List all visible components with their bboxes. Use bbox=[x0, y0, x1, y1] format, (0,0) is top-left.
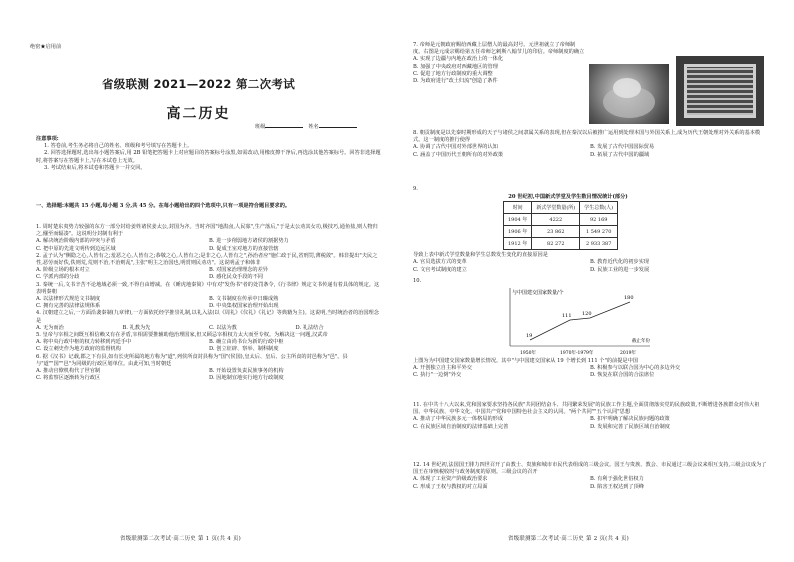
option-a[interactable]: A. 实现了边疆与内地在政治上的一体化 bbox=[413, 56, 504, 63]
option-d[interactable]: D. 民族工业的进一步发展 bbox=[590, 266, 650, 273]
option-d[interactable]: D. 创立征辟、察举、制科制度 bbox=[209, 346, 279, 353]
option-a[interactable]: A. 解决统治阶级内部的冲突与矛盾 bbox=[36, 238, 116, 245]
school-stats-table bbox=[503, 201, 618, 250]
name-blank[interactable] bbox=[319, 127, 357, 128]
option-b[interactable]: B. 确立由尚书台为新的行政中枢 bbox=[209, 339, 284, 346]
option-b[interactable]: B. 加强了中央政府对西藏地区的管理 bbox=[413, 63, 498, 70]
question-5 bbox=[36, 332, 382, 354]
exam-title: 省级联测 2021—2022 第二次考试 bbox=[101, 77, 296, 91]
option-a[interactable]: A. 协调了古代中国对外部世界的认知 bbox=[413, 144, 498, 151]
option-a[interactable]: A. 推动官僚机构代了世官制 bbox=[36, 368, 101, 375]
table-cell: 1906 年 bbox=[504, 226, 532, 238]
option-d[interactable]: D. 中央集权国家治理开始出现 bbox=[209, 303, 279, 310]
question-11 bbox=[413, 402, 767, 431]
option-b[interactable]: B. 教育近代化的初步实现 bbox=[590, 259, 649, 266]
data-label: 111 bbox=[562, 313, 572, 319]
note-item: 2. 回答选择题时,选出每小题答案后,用 2B 铅笔把答题卡上对应题目的答案标号涂黑,如需改动,用橡皮擦干净后,再选涂其他答案标号。回答非选择题时,将答案写在答题卡上,写在本试卷上无效。 bbox=[36, 150, 381, 164]
table-cell: 1912 年 bbox=[504, 238, 532, 250]
tick-label: 1950年 bbox=[520, 351, 536, 356]
tick-label: 2019年 bbox=[620, 351, 636, 356]
option-c[interactable]: C. 促进了地方行政制度的重大调整 bbox=[413, 70, 493, 77]
left-questions bbox=[36, 224, 382, 382]
question-stem: 1. 周时楚东夷势力较强的东方一部分封给姜姓诸侯姜太公,封国为齐。当时齐国"地潟卤,人民寡",生产落后,"于是太公劝其女功,极技巧,通鱼盐,则人物归之,繦至而辐凑"。这说明分封制有利于 bbox=[36, 224, 378, 238]
page-footer-right: 省级联测第二次考试·高二历史 第 2 页(共 4 页) bbox=[508, 536, 630, 542]
question-2 bbox=[36, 253, 382, 282]
option-a[interactable]: A. 以法律形式规范文书制度 bbox=[36, 296, 101, 303]
option-d[interactable]: D. 为政府进行"改土归流"创造了条件 bbox=[413, 78, 498, 85]
countries-chart bbox=[490, 284, 660, 356]
seal-photo-image bbox=[589, 64, 669, 124]
question-number: 10. bbox=[413, 278, 422, 284]
question-9 bbox=[413, 175, 767, 274]
option-d[interactable]: D. 发展和完善了民族区域自治制度 bbox=[590, 423, 670, 430]
option-a[interactable]: A. 官员选拔方式的变革 bbox=[413, 259, 467, 266]
option-d[interactable]: D. 促成王室对地方的直接管辖 bbox=[209, 245, 279, 252]
seal-print-image bbox=[676, 56, 764, 126]
question-number: 9. bbox=[413, 186, 418, 192]
option-a[interactable]: A. 推动了中华民族多元一体格局的形成 bbox=[413, 416, 504, 423]
option-a[interactable]: A. 将中央行政中枢的权力转移到内廷手中 bbox=[36, 339, 132, 346]
option-b[interactable]: B. 礼教为先 bbox=[122, 324, 151, 331]
option-b[interactable]: B. 扣牢明确了解决民族问题的政策 bbox=[590, 416, 670, 423]
name-label: 姓名 bbox=[308, 124, 319, 130]
question-10 bbox=[413, 358, 767, 380]
option-c[interactable]: C. 形成了王权与教权的对立局面 bbox=[413, 483, 488, 490]
option-c[interactable]: C. 以法为教 bbox=[209, 324, 237, 331]
confidential-mark: 绝密★启用前 bbox=[30, 44, 62, 50]
table-header: 新式学堂数量(所) bbox=[532, 202, 580, 214]
option-d[interactable]: D. 因地制宜地实行地方行政制度 bbox=[209, 375, 284, 382]
option-b[interactable]: B. 文书制度在传承中日臻成熟 bbox=[209, 296, 279, 303]
option-b[interactable]: B. 对国家治理理念的差异 bbox=[209, 267, 268, 274]
question-stem: 12. 14 世纪初,法国国王腓力四世召开了由教士、贵族和城市市民代表组成的三级会议。国王与贵族、教会、市民通过三级会议来相互支持,三级会议成为了国王在审核税收时与政务制度的原则。三级会议的召开 bbox=[413, 462, 767, 476]
question-1 bbox=[36, 224, 382, 253]
question-7 bbox=[413, 42, 585, 85]
seal-knob-icon bbox=[589, 64, 669, 124]
subject-title: 高二历史 bbox=[166, 106, 231, 122]
question-stem: 3. 秦统一后,文书辛苦不论地域必须一致,不得自由增减。在《睡虎地秦简》中有对"发伪书"者的处罚条令,《行书律》规定文书传递有着具体的规定。这表明秦朝 bbox=[36, 281, 380, 295]
data-label: 120 bbox=[582, 311, 592, 317]
question-stem: 4. 汉朝建立之后,一方面沿袭秦制(九章律),一方面依托经学推崇礼制,以礼入法(以《周礼》《仪礼》《礼记》等典籍为主)。这说明,当时统治者的治国理念是 bbox=[36, 310, 379, 324]
option-b[interactable]: B. 有利于强化世俗权力 bbox=[590, 476, 644, 483]
notes-section bbox=[36, 136, 382, 172]
option-b[interactable]: B. 进一步削弱地方诸侯的割据势力 bbox=[209, 238, 289, 245]
table-row bbox=[504, 214, 618, 226]
table-cell: 1904 年 bbox=[504, 214, 532, 226]
table-cell: 4222 bbox=[532, 214, 580, 226]
table-header-row bbox=[504, 202, 618, 214]
question-3 bbox=[36, 282, 382, 311]
data-label: 19 bbox=[526, 333, 533, 339]
data-label: 180 bbox=[624, 295, 634, 301]
table-question: 导致上表中新式学堂数量和学生总数发生变化的直接原因是 bbox=[413, 252, 548, 259]
option-c[interactable]: C. 拥有完善的法律法规体系 bbox=[36, 303, 101, 310]
table-cell: 82 272 bbox=[532, 238, 580, 250]
question-4 bbox=[36, 310, 382, 332]
option-a[interactable]: A. 开创独立自主和平外交 bbox=[413, 365, 472, 372]
question-stem: 7. 帝师是元朝政府赐给西藏上层僧人的最高封号。元世祖就立了帝师制度。右图是元成宗赐给第五任帝师乞剌斯八翰节儿的印信。帝师制度的确立 bbox=[413, 42, 585, 56]
option-d[interactable]: D. 陷害王权达到了顶峰 bbox=[590, 483, 644, 490]
end-label: 截止年份 bbox=[632, 339, 650, 344]
option-c[interactable]: C. 文官考试制度的建立 bbox=[413, 266, 467, 273]
option-a[interactable]: A. 阶级立场的根本对立 bbox=[36, 267, 90, 274]
class-label: 班级 bbox=[255, 124, 266, 130]
table-cell: 23 862 bbox=[532, 226, 580, 238]
chart-title: 与中国建交国家数量/个 bbox=[512, 290, 564, 296]
table-header: 时间 bbox=[504, 202, 532, 214]
option-d[interactable]: D. 拓展了古代中国的疆域 bbox=[590, 151, 650, 158]
table-cell: 92 169 bbox=[580, 214, 618, 226]
table-header: 学生总数(人) bbox=[580, 202, 618, 214]
tick-label: 1970年-1979年 bbox=[560, 351, 594, 356]
option-a[interactable]: A. 体现了工业资产阶级政治要求 bbox=[413, 476, 488, 483]
note-item: 1. 答卷前,考生务必将自己的姓名、班级和考号填写在答题卡上。 bbox=[44, 143, 193, 150]
option-c[interactable]: C. 将监察区逐渐转为行政区 bbox=[36, 375, 101, 382]
question-stem: 2. 孟子认为"侧隐之心,人皆有之;羞恶之心,人皆有之;恭敬之心,人皆有之;是非之心,人皆有之",孙治者应"施仁政于民,省刑罚,薄税敛"。韩非提出"夫民之性,恶劳而好佚,佚则荒,荒则不治,不治则乱",主张"明主之治国也,明赏则民劝功"。这说明孟子和韩非 bbox=[36, 252, 378, 267]
option-c[interactable]: C. 学派内部的分歧 bbox=[36, 274, 80, 281]
option-b[interactable]: B. 发展了古代中国国际贸易 bbox=[590, 144, 655, 151]
section-heading: 一、选择题:本题共 15 小题,每小题 3 分,共 45 分。在每小题给出的四个选项中,只有一项是符合题目要求的。 bbox=[36, 203, 291, 209]
class-name-line bbox=[255, 124, 357, 131]
option-c[interactable]: C. 涵盖了中国历代王朝所有的对外政策 bbox=[413, 151, 504, 158]
question-stem: 5. 皇帝与宰相之间既互相信赖又有在矛盾,宰相需要推辅助他治理国家,但又顾忌宰相权力太大而至专权。为解决这一问题,汉武帝 bbox=[36, 332, 328, 339]
series-line bbox=[530, 302, 630, 340]
question-stem: 上图为为中国建交国家数量增长情况。其中"与中国建交国家从 19 个增长到 111 个"的前提是中国 bbox=[413, 358, 638, 364]
question-8 bbox=[413, 130, 767, 159]
option-c[interactable]: C. 把中原的先进文明传到边远区域 bbox=[36, 245, 116, 252]
option-c[interactable]: C. 在民族区域自治制度的法律基础上完善 bbox=[413, 423, 509, 430]
note-item: 3. 考试结束后,将本试卷和答题卡一并交回。 bbox=[44, 164, 146, 171]
option-d[interactable]: D. 礼法结合 bbox=[295, 324, 324, 331]
option-d[interactable]: D. 恢复在联合国的合法席位 bbox=[590, 372, 655, 379]
question-stem: 8. 朝贡制度是以先秦时期形成的天子与诸侯之间隶属关系的表现,但在秦汉以后被推广运用到处理本国与外国关系上,成为历代王朝处理对外关系的基本模式。这一制度的推行使得 bbox=[413, 130, 761, 144]
table-caption: 20 世纪初,中国新式学堂及学生数目情况统计(部分) bbox=[508, 194, 628, 200]
seal-pattern-icon bbox=[684, 64, 756, 118]
class-blank[interactable] bbox=[265, 127, 303, 128]
option-d[interactable]: D. 感化民众手段的不同 bbox=[209, 274, 263, 281]
option-b[interactable]: B. 积极参与以联合国为中心的多边外交 bbox=[590, 365, 681, 372]
question-12 bbox=[413, 462, 767, 491]
question-6 bbox=[36, 354, 382, 383]
option-b[interactable]: B. 开始设置负责民族事务的机构 bbox=[209, 368, 284, 375]
table-row bbox=[504, 226, 618, 238]
option-c[interactable]: C. 设立刺史作为地方政府的监督机构 bbox=[36, 346, 121, 353]
table-cell: 2 933 387 bbox=[580, 238, 618, 250]
table-cell: 1 549 270 bbox=[580, 226, 618, 238]
option-a[interactable]: A. 无为而治 bbox=[36, 324, 64, 331]
table-row bbox=[504, 238, 618, 250]
notes-heading: 注意事项: bbox=[36, 136, 59, 142]
question-stem: 11. 在中共十八大以来,党和国家要求坚持各民族"共同团结奋斗、共同繁荣发展"的民族工作主题,全面贯彻落实党的民族政策,不断增进各族群众对伟大祖国、中华民族、中华文化、中国共产党和中国特色社会主义的认同。"两个共同""五个认同"思想 bbox=[413, 402, 760, 416]
page-footer-left: 省级联测第二次考试·高二历史 第 1 页(共 4 页) bbox=[120, 536, 242, 542]
option-c[interactable]: C. 执行"一边倒"外交 bbox=[413, 372, 462, 379]
question-stem: 6. 据《汉书》记载,郡之下有县,如有长吏所属的地方称为"道",列侯所食封县称为"国"(侯国),皇太后、皇后、公主所食的封邑称为"邑"。县与"道""国""邑"为同级的行政区划单位。由此可知,当时朝廷 bbox=[36, 353, 348, 367]
